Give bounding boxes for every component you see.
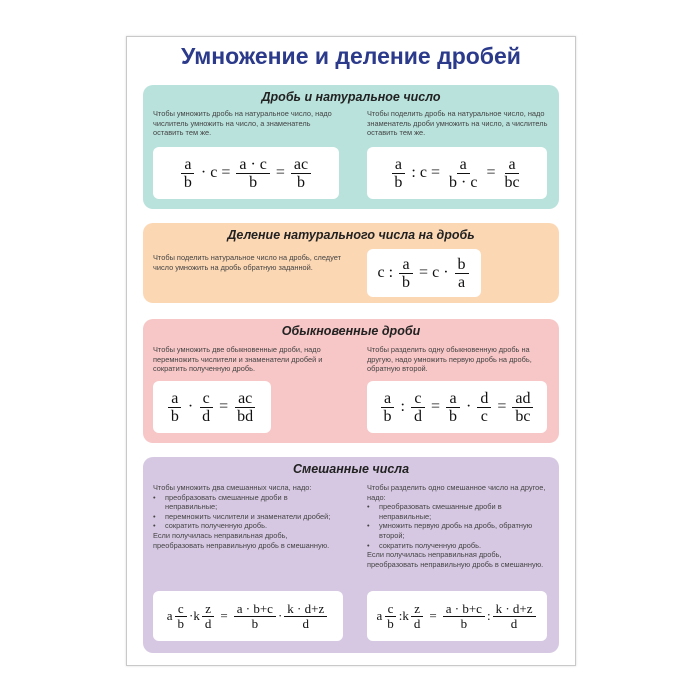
equals: = xyxy=(430,164,440,181)
equals: = xyxy=(497,398,507,415)
operator: : xyxy=(400,398,405,415)
variable: c xyxy=(432,264,440,281)
variable: c xyxy=(210,164,218,181)
equals: = xyxy=(486,164,496,181)
formula-natural-by-fraction xyxy=(367,249,481,297)
fraction: $\frac{a \cdot b+c}{b}$ xyxy=(443,602,485,631)
equals: = xyxy=(220,608,228,623)
rule-intro: Чтобы умножить два смешанных числа, надо: xyxy=(153,483,312,492)
fraction: $\frac{a \cdot b+c}{b}$ xyxy=(234,602,276,631)
rule-step: • умножить первую дробь на дробь, обратную второй; xyxy=(367,521,547,540)
rule-text-divide: Чтобы поделить дробь на натуральное число, надо знаменатель дроби умножить на число, а числитель оставить тем же. xyxy=(367,109,548,138)
operator: · xyxy=(187,398,194,415)
rule-text-multiply xyxy=(153,483,333,550)
operator: : xyxy=(398,608,403,623)
rule-outro: Если получилась неправильная дробь, преобразовать неправильную дробь в смешанную. xyxy=(153,530,330,550)
operator: · xyxy=(200,164,207,181)
equals: = xyxy=(430,398,440,415)
fraction: $\frac{ad}{bc}$ xyxy=(512,390,533,425)
poster xyxy=(126,36,576,666)
fraction: $\frac{d}{c}$ xyxy=(477,390,491,425)
whole-part: a xyxy=(376,608,383,623)
formula-divide-fraction-natural xyxy=(367,147,547,199)
fraction: $\frac{a}{b}$ xyxy=(168,390,182,425)
section-mixed-numbers xyxy=(143,457,559,653)
operator: · xyxy=(466,398,472,415)
fraction: $\frac{a}{b}$ xyxy=(446,390,460,425)
formula-divide-fractions xyxy=(367,381,547,433)
rule-intro: Чтобы разделить одно смешанное число на другое, надо: xyxy=(367,483,546,502)
whole-part: k xyxy=(402,608,409,623)
rule-text-divide: Чтобы разделить одну обыкновенную дробь на другую, надо умножить первую дробь на дробь, обратную второй. xyxy=(367,345,532,374)
rule-step: • сократить полученную дробь. xyxy=(367,541,547,551)
fraction: $\frac{c}{b}$ xyxy=(384,602,397,631)
operator: : xyxy=(411,164,416,181)
equals: = xyxy=(221,164,231,181)
section-title: Обыкновенные дроби xyxy=(281,324,421,338)
equals: = xyxy=(419,264,429,281)
whole-part: a xyxy=(166,608,173,623)
fraction: $\frac{c}{b}$ xyxy=(175,602,188,631)
fraction: $\frac{ac}{bd}$ xyxy=(234,390,256,425)
rule-text-divide: Чтобы поделить натуральное число на дробь, следует число умножить на дробь обратную заданной. xyxy=(153,253,341,272)
formula-divide-mixed xyxy=(367,591,547,641)
fraction: $\frac{a \cdot c}{b}$ xyxy=(236,156,270,191)
section-title: Деление натурального числа на дробь xyxy=(227,228,475,242)
fraction: $\frac{k \cdot d+z}{d}$ xyxy=(493,602,536,631)
rule-text-divide xyxy=(367,483,547,569)
formula-multiply-mixed xyxy=(153,591,343,641)
operator: · xyxy=(443,264,449,281)
formula-multiply-fraction-natural xyxy=(153,147,339,199)
section-natural-by-fraction xyxy=(143,223,559,303)
fraction: $\frac{a}{b \cdot c}$ xyxy=(449,155,478,191)
fraction: $\frac{a}{bc}$ xyxy=(504,155,520,191)
fraction: $\frac{k \cdot d+z}{d}$ xyxy=(284,602,327,631)
operator: · xyxy=(189,608,194,623)
equals: = xyxy=(429,608,437,623)
rule-step: • сократить полученную дробь. xyxy=(153,521,333,531)
fraction: $\frac{b}{a}$ xyxy=(455,256,469,291)
rule-steps xyxy=(367,502,547,550)
rule-outro: Если получилась неправильная дробь, преобразовать неправильную дробь в смешанную. xyxy=(367,550,544,569)
equals: = xyxy=(275,164,285,181)
rule-text-multiply: Чтобы умножить дробь на натуральное число, надо числитель умножить на число, а знаменатель оставить тем же. xyxy=(153,109,332,138)
whole-part: k xyxy=(193,608,200,623)
variable: c xyxy=(377,264,385,281)
fraction: $\frac{c}{d}$ xyxy=(199,390,213,425)
rule-step: • перемножить числители и знаменатели дробей; xyxy=(153,512,333,522)
section-fraction-natural xyxy=(143,85,559,209)
fraction: $\frac{c}{d}$ xyxy=(411,390,425,425)
operator: : xyxy=(486,608,491,623)
equals: = xyxy=(219,398,229,415)
rule-step: • преобразовать смешанные дроби в неправильные; xyxy=(367,502,547,521)
operator: : xyxy=(388,264,394,281)
section-title: Дробь и натуральное число xyxy=(261,90,441,104)
fraction: $\frac{a}{b}$ xyxy=(181,156,195,191)
rule-step: • преобразовать смешанные дроби в неправильные; xyxy=(153,493,333,512)
fraction: $\frac{a}{b}$ xyxy=(391,156,405,191)
fraction: $\frac{a}{b}$ xyxy=(381,390,395,425)
fraction: $\frac{ac}{b}$ xyxy=(291,156,311,191)
rule-steps xyxy=(153,493,333,531)
operator: · xyxy=(277,608,283,623)
page-title: Умножение и деление дробей xyxy=(181,43,521,69)
section-title: Смешанные числа xyxy=(292,462,410,476)
fraction: $\frac{a}{b}$ xyxy=(399,256,413,291)
section-common-fractions xyxy=(143,319,559,443)
fraction: $\frac{z}{d}$ xyxy=(411,602,424,631)
formula-multiply-fractions xyxy=(153,381,271,433)
fraction: $\frac{z}{d}$ xyxy=(202,602,215,631)
rule-text-multiply: Чтобы умножить две обыкновенные дроби, надо перемножить числители и знаменатели дробей и сократить полученную дробь. xyxy=(153,345,323,374)
variable: c xyxy=(419,164,427,181)
